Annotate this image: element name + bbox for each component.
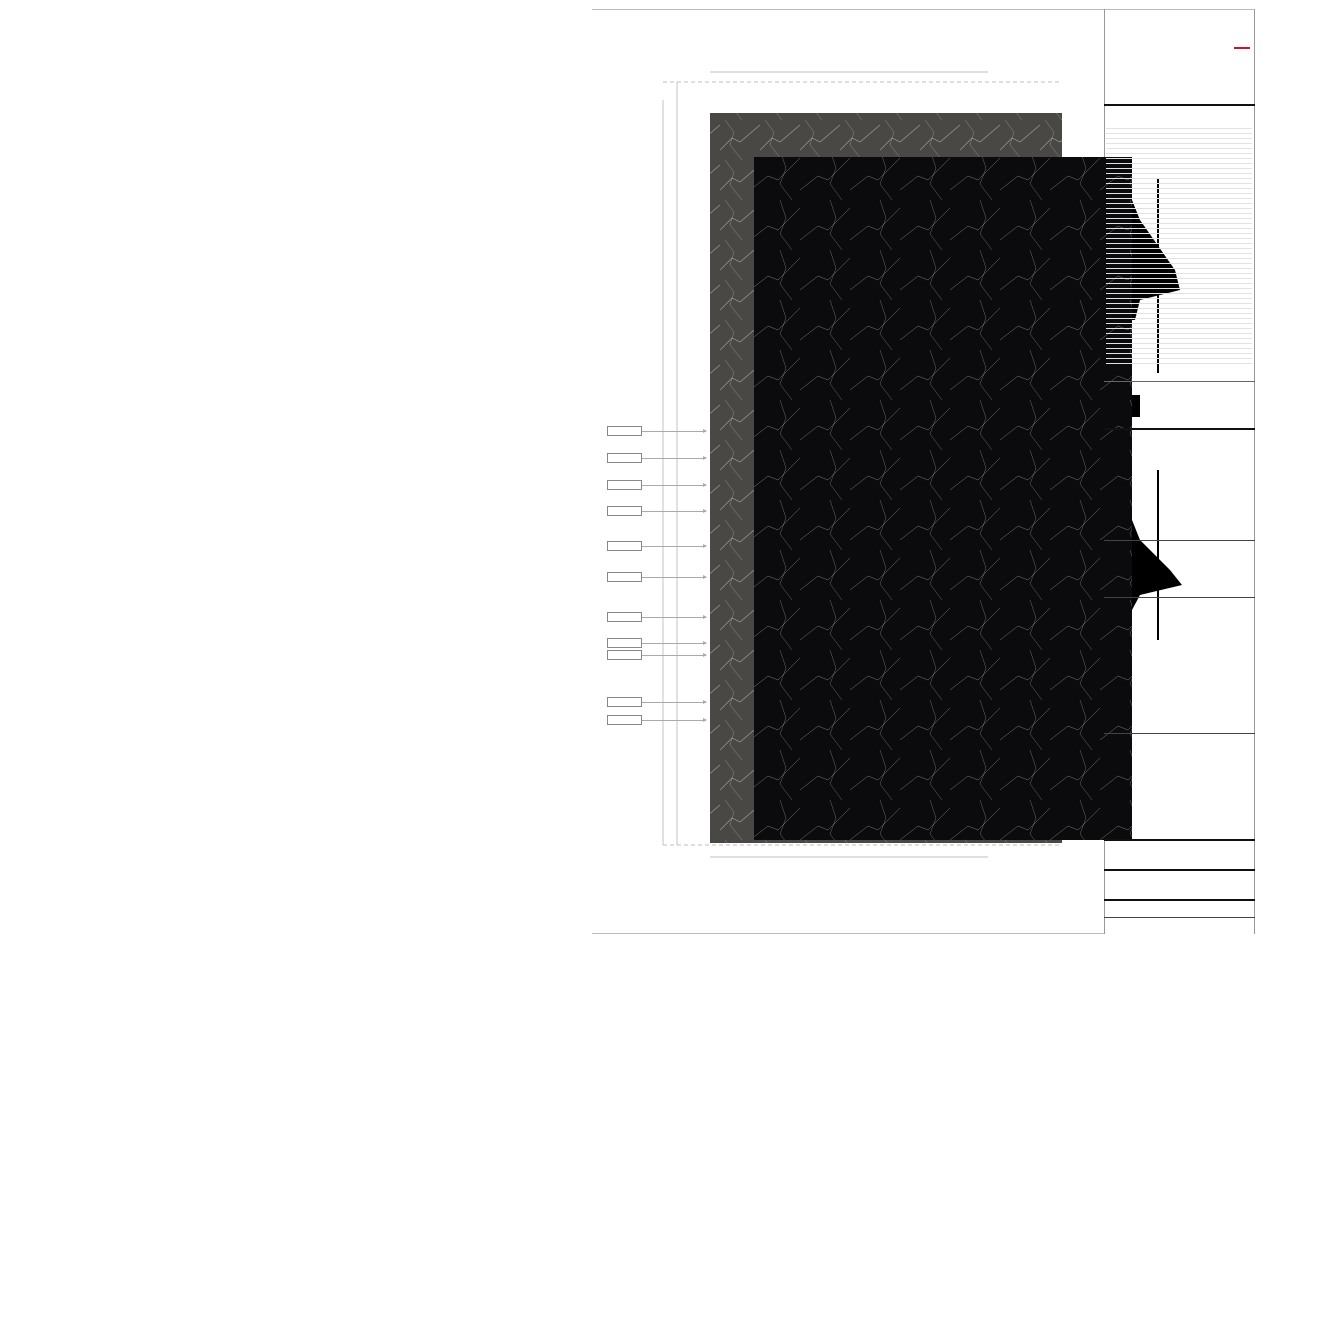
material-tag	[607, 638, 642, 648]
leader-line	[642, 485, 706, 486]
logo-underline	[1234, 47, 1250, 49]
divider	[1104, 381, 1255, 382]
material-tag	[607, 506, 642, 516]
divider	[1104, 733, 1255, 734]
divider	[1104, 597, 1255, 598]
leader-line	[642, 643, 706, 644]
divider	[1104, 869, 1255, 871]
divider	[1104, 104, 1255, 106]
leader-line	[642, 617, 706, 618]
material-tag	[607, 572, 642, 582]
material-tag	[607, 715, 642, 725]
divider	[1104, 917, 1255, 918]
leader-line	[642, 431, 706, 432]
material-tag	[607, 453, 642, 463]
material-tag	[607, 480, 642, 490]
divider	[1104, 839, 1255, 841]
leader-line	[642, 655, 706, 656]
leader-line	[642, 577, 706, 578]
leader-line	[642, 702, 706, 703]
leader-line	[642, 511, 706, 512]
divider	[1104, 540, 1255, 541]
revision-rows	[1106, 128, 1252, 378]
leader-line	[642, 546, 706, 547]
divider	[1104, 899, 1255, 901]
leader-line	[642, 458, 706, 459]
material-tag	[607, 650, 642, 660]
material-tag	[607, 541, 642, 551]
leader-line	[642, 720, 706, 721]
material-tag	[607, 426, 642, 436]
material-tag	[607, 697, 642, 707]
divider	[1104, 428, 1255, 430]
material-tag	[607, 612, 642, 622]
